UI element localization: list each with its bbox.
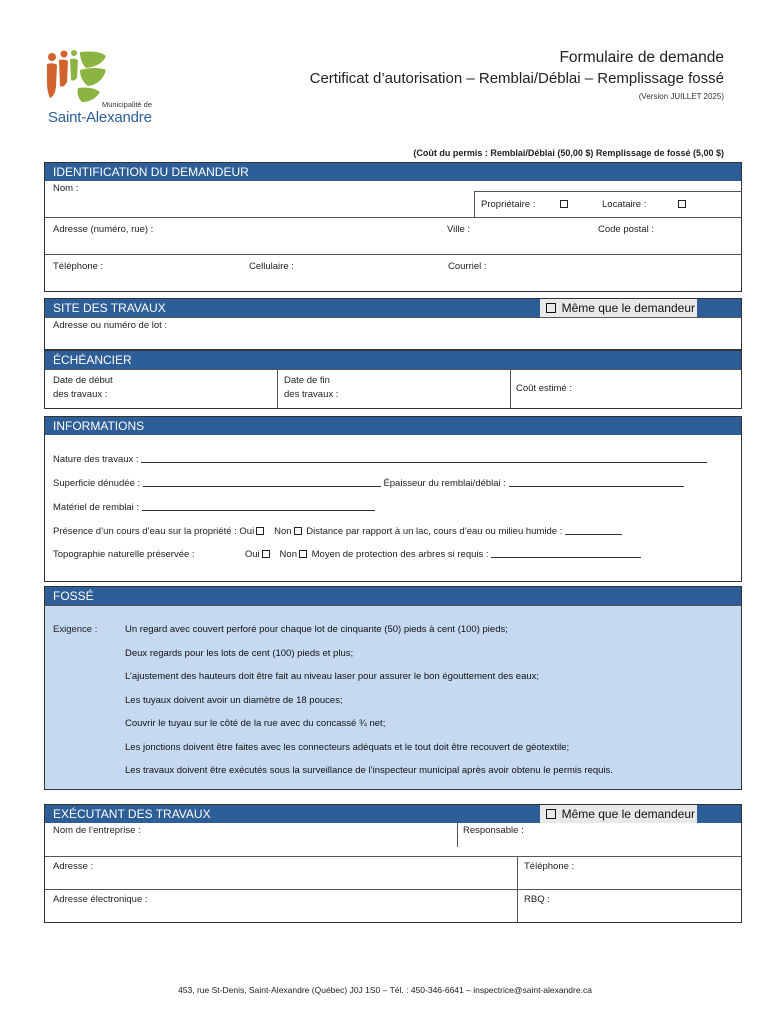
cours-eau-field [53, 526, 622, 537]
row-phone [45, 254, 741, 291]
requirement-item: Les travaux doivent être exécutés sous la surveillance de l’inspecteur municipal après avoir obtenu le permis requis. [125, 765, 613, 776]
fosse-requirements [45, 605, 741, 789]
nature-travaux-field[interactable] [53, 454, 707, 465]
requirement-item: Les jonctions doivent être faites avec les connecteurs adéquats et le tout doit être recouvert de géotextile; [125, 742, 570, 753]
nature-label: Nature des travaux : [53, 454, 139, 465]
executant-adresse-label[interactable]: Adresse : [53, 861, 94, 872]
presence-oui-label: Oui [239, 526, 255, 537]
section-header: INFORMATIONS [45, 417, 741, 435]
section-header: ÉCHÉANCIER [45, 351, 741, 369]
materiel-field[interactable] [53, 502, 375, 513]
section-header: FOSSÉ [45, 587, 741, 605]
ville-label[interactable]: Ville : [447, 224, 471, 235]
telephone-label[interactable]: Téléphone : [53, 261, 104, 272]
divider [517, 857, 518, 889]
executant-telephone-label[interactable]: Téléphone : [524, 861, 575, 872]
epaisseur-label: Épaisseur du remblai/déblai : [383, 478, 506, 489]
same-as-applicant-option[interactable] [540, 805, 697, 823]
topographie-field [53, 549, 641, 560]
form-version: (Version JUILLET 2025) [638, 92, 724, 101]
rbq-label[interactable]: RBQ : [524, 894, 550, 905]
presence-non-label: Non [274, 526, 292, 537]
site-address-label[interactable]: Adresse ou numéro de lot : [53, 320, 168, 331]
presence-label: Présence d’un cours d’eau sur la propriété : [53, 526, 237, 537]
owner-tenant-box [474, 191, 742, 217]
date-fin-label[interactable] [284, 374, 338, 402]
logo-small-text: Municipalité de [102, 100, 153, 109]
row-executant-email [45, 889, 741, 922]
row-schedule [45, 369, 741, 408]
section-informations [44, 416, 742, 582]
same-as-applicant-label: Même que le demandeur [561, 807, 695, 821]
section-identification [44, 162, 742, 292]
row-name [45, 181, 741, 217]
section-header [45, 299, 741, 317]
row-company [45, 823, 741, 856]
permit-cost-note: (Coût du permis : Remblai/Déblai (50,00 $) Remplissage de fossé (5,00 $) [413, 148, 724, 158]
locataire-label: Locataire : [602, 199, 647, 210]
section-executant [44, 804, 742, 923]
cellulaire-label[interactable]: Cellulaire : [249, 261, 294, 272]
section-header: IDENTIFICATION DU DEMANDEUR [45, 163, 741, 181]
topographie-oui-label: Oui [244, 549, 260, 560]
section-title: EXÉCUTANT DES TRAVAUX [53, 807, 211, 821]
same-as-applicant-label: Même que le demandeur [561, 301, 695, 315]
epaisseur-input-line[interactable] [509, 478, 684, 487]
date-debut-line2: des travaux : [53, 389, 108, 400]
date-fin-line2: des travaux : [284, 389, 339, 400]
moyen-label: Moyen de protection des arbres si requis : [311, 549, 489, 560]
adresse-label[interactable]: Adresse (numéro, rue) : [53, 224, 154, 235]
divider [510, 370, 511, 408]
divider [517, 890, 518, 922]
requirement-item: L’ajustement des hauteurs doit être fait au niveau laser pour assurer le bon égouttement des eaux; [125, 671, 540, 682]
section-site [44, 298, 742, 350]
moyen-input-line[interactable] [491, 549, 641, 558]
date-fin-line1: Date de fin [284, 375, 330, 386]
presence-non-checkbox[interactable] [294, 527, 302, 535]
same-as-applicant-checkbox[interactable] [546, 809, 556, 819]
form-subtitle: Certificat d’autorisation – Remblai/Déblai – Remplissage fossé [309, 70, 724, 87]
proprietaire-checkbox[interactable] [560, 200, 568, 208]
form-title: Formulaire de demande [559, 49, 724, 66]
row-site-address [45, 317, 741, 349]
superficie-label: Superficie dénudée : [53, 478, 141, 489]
municipality-logo [44, 48, 166, 128]
nature-input-line[interactable] [141, 454, 707, 463]
date-debut-label[interactable] [53, 374, 113, 402]
responsable-label[interactable]: Responsable : [463, 825, 524, 836]
distance-input-line[interactable] [565, 526, 622, 535]
materiel-label: Matériel de remblai : [53, 502, 140, 513]
footer-contact: 453, rue St-Denis, Saint-Alexandre (Québec) J0J 1S0 – Tél. : 450-346-6641 – inspectrice@saint-alexandre.ca [178, 985, 592, 995]
entreprise-label[interactable]: Nom de l’entreprise : [53, 825, 141, 836]
requirement-item: Un regard avec couvert perforé pour chaque lot de cinquante (50) pieds à cent (100) pieds; [125, 624, 508, 635]
topographie-label: Topographie naturelle préservée : [53, 549, 195, 560]
materiel-input-line[interactable] [142, 502, 375, 511]
row-address [45, 217, 741, 254]
distance-label: Distance par rapport à un lac, cours d’eau ou milieu humide : [306, 526, 563, 537]
topographie-oui-checkbox[interactable] [262, 550, 270, 558]
requirement-item: Couvrir le tuyau sur le côté de la rue avec du concassé ¾ net; [125, 718, 386, 729]
presence-oui-checkbox[interactable] [256, 527, 264, 535]
code-postal-label[interactable]: Code postal : [598, 224, 654, 235]
form-title-block [310, 49, 724, 101]
divider [277, 370, 278, 408]
same-as-applicant-checkbox[interactable] [546, 303, 556, 313]
courriel-label[interactable]: Courriel : [448, 261, 487, 272]
section-header [45, 805, 741, 823]
section-fosse [44, 586, 742, 790]
section-title: SITE DES TRAVAUX [53, 301, 166, 315]
superficie-input-line[interactable] [143, 478, 381, 487]
superficie-field[interactable] [53, 478, 684, 489]
executant-courriel-label[interactable]: Adresse électronique : [53, 894, 148, 905]
requirement-item: Deux regards pour les lots de cent (100) pieds et plus; [125, 648, 354, 659]
locataire-checkbox[interactable] [678, 200, 686, 208]
proprietaire-label: Propriétaire : [481, 199, 536, 210]
date-debut-line1: Date de début [53, 375, 113, 386]
exigence-label: Exigence : [53, 624, 98, 635]
nom-label[interactable]: Nom : [53, 183, 79, 194]
topographie-non-checkbox[interactable] [299, 550, 307, 558]
divider [457, 823, 458, 847]
topographie-non-label: Non [279, 549, 297, 560]
logo-municipality-name: Saint-Alexandre [48, 109, 152, 126]
requirement-item: Les tuyaux doivent avoir un diamètre de 18 pouces; [125, 695, 343, 706]
row-executant-address [45, 856, 741, 889]
cout-estime-label[interactable]: Coût estimé : [516, 383, 572, 394]
same-as-applicant-option[interactable] [540, 299, 697, 317]
section-echeancier [44, 350, 742, 409]
